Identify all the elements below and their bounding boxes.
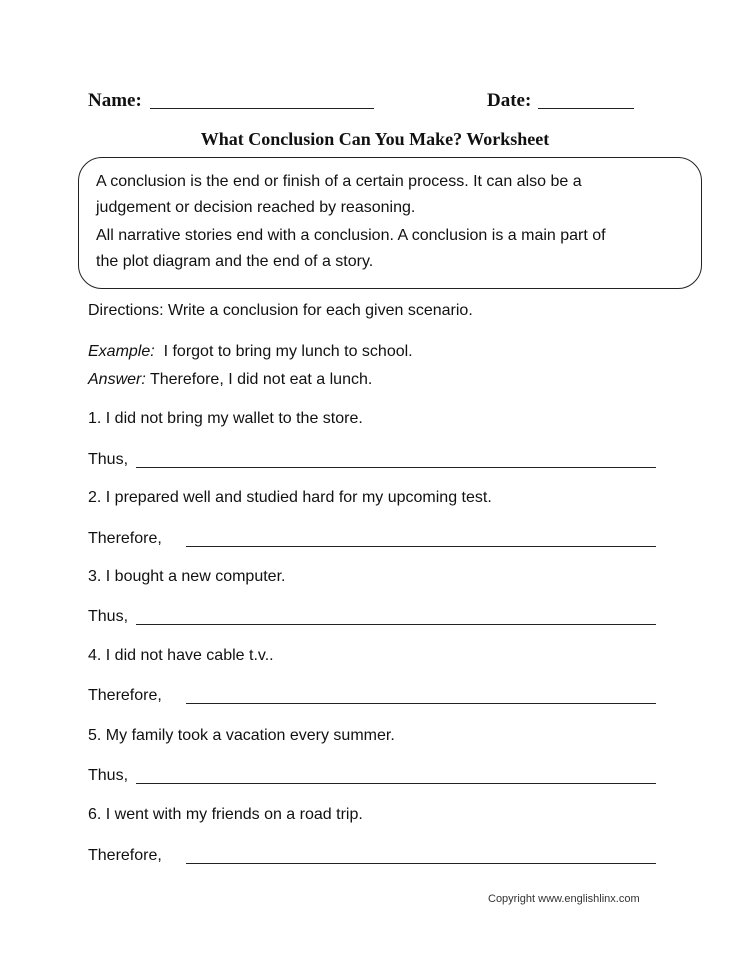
answer-label: Answer: <box>88 371 146 388</box>
intro-line: the plot diagram and the end of a story. <box>96 253 374 270</box>
example-text: I forgot to bring my lunch to school. <box>163 343 413 360</box>
question-prompt: 1. I did not bring my wallet to the store. <box>88 410 363 427</box>
intro-line: judgement or decision reached by reasoning. <box>96 199 416 216</box>
answer-line <box>88 450 128 470</box>
question-prompt: 3. I bought a new computer. <box>88 568 286 585</box>
example <box>88 342 413 362</box>
directions: Directions: Write a conclusion for each given scenario. <box>88 302 473 319</box>
example-label: Example: <box>88 343 155 360</box>
answer-line <box>88 529 162 549</box>
date-label: Date: <box>487 90 532 111</box>
answer-lead: Thus, <box>88 451 129 468</box>
answer-lead: Therefore, <box>88 847 162 864</box>
answer-text: Therefore, I did not eat a lunch. <box>149 371 373 388</box>
example-answer <box>88 370 372 390</box>
answer-field[interactable] <box>136 783 656 784</box>
question-prompt: 6. I went with my friends on a road trip. <box>88 806 363 823</box>
answer-lead: Therefore, <box>88 687 162 704</box>
answer-field[interactable] <box>186 546 656 547</box>
name-label: Name: <box>88 90 142 111</box>
question-prompt: 2. I prepared well and studied hard for my upcoming test. <box>88 489 492 506</box>
page-title: What Conclusion Can You Make? Worksheet <box>200 129 550 149</box>
answer-lead: Therefore, <box>88 530 162 547</box>
intro-line: All narrative stories end with a conclusion. A conclusion is a main part of <box>96 227 606 244</box>
answer-lead: Thus, <box>88 608 129 625</box>
question-prompt: 4. I did not have cable t.v.. <box>88 647 274 664</box>
answer-field[interactable] <box>186 703 656 704</box>
question-prompt: 5. My family took a vacation every summer. <box>88 727 395 744</box>
intro-line: A conclusion is the end or finish of a certain process. It can also be a <box>96 173 582 190</box>
answer-field[interactable] <box>136 624 656 625</box>
answer-line <box>88 607 128 627</box>
answer-field[interactable] <box>136 467 656 468</box>
answer-lead: Thus, <box>88 767 129 784</box>
answer-line <box>88 686 162 706</box>
date-field[interactable] <box>538 108 634 109</box>
copyright: Copyright www.englishlinx.com <box>488 893 640 905</box>
answer-line <box>88 766 128 786</box>
answer-field[interactable] <box>186 863 656 864</box>
name-field[interactable] <box>150 108 374 109</box>
answer-line <box>88 846 162 866</box>
